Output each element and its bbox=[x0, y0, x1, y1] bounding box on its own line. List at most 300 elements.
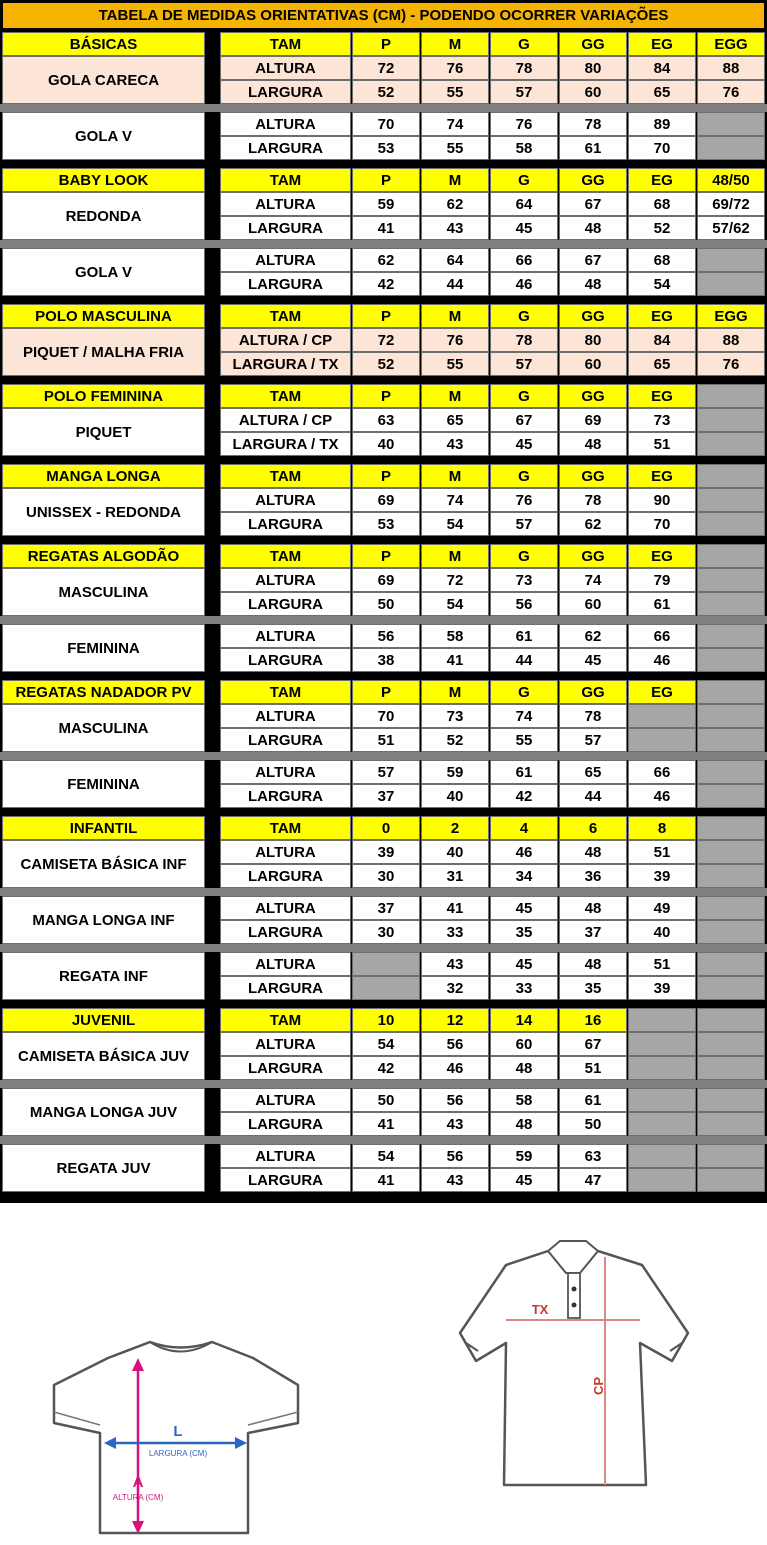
measure-value: 62 bbox=[421, 192, 489, 216]
measure-value: 37 bbox=[352, 784, 420, 808]
measure-value: 33 bbox=[421, 920, 489, 944]
empty-cell bbox=[628, 728, 696, 752]
measure-value: 50 bbox=[559, 1112, 627, 1136]
measurement-illustrations-svg bbox=[0, 1203, 767, 1540]
product-name: FEMININA bbox=[2, 624, 205, 672]
empty-cell bbox=[697, 952, 765, 976]
empty-cell bbox=[697, 1008, 765, 1032]
section-header: JUVENIL bbox=[2, 1008, 205, 1032]
measure-value: 61 bbox=[490, 624, 558, 648]
measure-value: 76 bbox=[490, 488, 558, 512]
width-caption: LARGURA (CM) bbox=[148, 1449, 208, 1458]
measure-value: 41 bbox=[421, 648, 489, 672]
measure-label: ALTURA bbox=[220, 760, 351, 784]
product-name: GOLA V bbox=[2, 112, 205, 160]
measure-label: LARGURA / TX bbox=[220, 352, 351, 376]
measure-value: 45 bbox=[559, 648, 627, 672]
measure-value: 70 bbox=[628, 136, 696, 160]
measure-value: 32 bbox=[421, 976, 489, 1000]
measure-label: ALTURA / CP bbox=[220, 408, 351, 432]
empty-cell bbox=[697, 408, 765, 432]
measure-value: 61 bbox=[628, 592, 696, 616]
measure-value: 54 bbox=[421, 512, 489, 536]
product-name: REDONDA bbox=[2, 192, 205, 240]
empty-cell bbox=[697, 816, 765, 840]
size-header: M bbox=[421, 304, 489, 328]
size-header: G bbox=[490, 384, 558, 408]
measure-value: 37 bbox=[559, 920, 627, 944]
measure-value: 45 bbox=[490, 952, 558, 976]
tshirt-illustration bbox=[54, 1342, 298, 1540]
size-header: P bbox=[352, 680, 420, 704]
measure-value: 45 bbox=[490, 896, 558, 920]
size-header: P bbox=[352, 464, 420, 488]
row-separator bbox=[0, 1080, 767, 1088]
measure-value: 55 bbox=[421, 352, 489, 376]
size-header: 10 bbox=[352, 1008, 420, 1032]
empty-cell bbox=[697, 272, 765, 296]
measure-value: 51 bbox=[352, 728, 420, 752]
measure-value: 78 bbox=[490, 56, 558, 80]
measure-value: 37 bbox=[352, 896, 420, 920]
measure-value: 57 bbox=[490, 512, 558, 536]
measure-value: 57 bbox=[559, 728, 627, 752]
measure-value: 62 bbox=[352, 248, 420, 272]
measure-value: 47 bbox=[559, 1168, 627, 1192]
row-separator bbox=[0, 240, 767, 248]
size-header: GG bbox=[559, 464, 627, 488]
empty-cell bbox=[697, 976, 765, 1000]
measure-value: 42 bbox=[490, 784, 558, 808]
size-header: M bbox=[421, 680, 489, 704]
height-letter: A bbox=[132, 1474, 144, 1491]
measure-label: ALTURA bbox=[220, 1144, 351, 1168]
measure-value: 62 bbox=[559, 512, 627, 536]
measure-value: 63 bbox=[559, 1144, 627, 1168]
measure-value: 45 bbox=[490, 216, 558, 240]
product-name: CAMISETA BÁSICA INF bbox=[2, 840, 205, 888]
measure-label: LARGURA bbox=[220, 976, 351, 1000]
size-header: 8 bbox=[628, 816, 696, 840]
measure-value: 59 bbox=[490, 1144, 558, 1168]
measure-value: 48 bbox=[559, 952, 627, 976]
size-header-label: TAM bbox=[220, 680, 351, 704]
empty-cell bbox=[697, 1032, 765, 1056]
product-name: GOLA CARECA bbox=[2, 56, 205, 104]
measure-value: 48 bbox=[490, 1056, 558, 1080]
measure-value: 35 bbox=[559, 976, 627, 1000]
measure-value: 76 bbox=[697, 80, 765, 104]
size-header: GG bbox=[559, 168, 627, 192]
measure-value: 43 bbox=[421, 1112, 489, 1136]
measure-value: 69/72 bbox=[697, 192, 765, 216]
measure-value: 67 bbox=[559, 1032, 627, 1056]
measure-value: 68 bbox=[628, 192, 696, 216]
product-name: PIQUET bbox=[2, 408, 205, 456]
measure-value: 43 bbox=[421, 952, 489, 976]
measure-value: 58 bbox=[421, 624, 489, 648]
measure-value: 46 bbox=[490, 840, 558, 864]
measure-value: 68 bbox=[628, 248, 696, 272]
measure-value: 46 bbox=[628, 648, 696, 672]
size-header: P bbox=[352, 32, 420, 56]
measure-value: 46 bbox=[490, 272, 558, 296]
measure-value: 34 bbox=[490, 864, 558, 888]
measure-value: 66 bbox=[628, 760, 696, 784]
product-name: MASCULINA bbox=[2, 704, 205, 752]
measure-value: 57/62 bbox=[697, 216, 765, 240]
measure-label: ALTURA bbox=[220, 1032, 351, 1056]
size-header: G bbox=[490, 304, 558, 328]
product-name: MANGA LONGA INF bbox=[2, 896, 205, 944]
measure-value: 52 bbox=[628, 216, 696, 240]
measure-label: LARGURA bbox=[220, 1056, 351, 1080]
measure-value: 65 bbox=[421, 408, 489, 432]
empty-cell bbox=[697, 488, 765, 512]
measure-label: LARGURA bbox=[220, 1112, 351, 1136]
measure-value: 73 bbox=[490, 568, 558, 592]
size-header-label: TAM bbox=[220, 816, 351, 840]
size-header: G bbox=[490, 680, 558, 704]
measure-label: LARGURA bbox=[220, 272, 351, 296]
measure-value: 78 bbox=[559, 488, 627, 512]
measure-value: 55 bbox=[490, 728, 558, 752]
size-header: GG bbox=[559, 384, 627, 408]
measure-label: ALTURA bbox=[220, 192, 351, 216]
measure-value: 33 bbox=[490, 976, 558, 1000]
measure-value: 42 bbox=[352, 272, 420, 296]
size-header: EG bbox=[628, 32, 696, 56]
measure-value: 76 bbox=[697, 352, 765, 376]
measure-value: 51 bbox=[628, 952, 696, 976]
measure-value: 69 bbox=[352, 568, 420, 592]
measure-value: 70 bbox=[628, 512, 696, 536]
size-header: 2 bbox=[421, 816, 489, 840]
measure-value: 42 bbox=[352, 1056, 420, 1080]
measure-value: 84 bbox=[628, 328, 696, 352]
measure-value: 40 bbox=[352, 432, 420, 456]
empty-cell bbox=[697, 760, 765, 784]
measure-value: 48 bbox=[559, 216, 627, 240]
measure-value: 51 bbox=[559, 1056, 627, 1080]
empty-cell bbox=[697, 1088, 765, 1112]
empty-cell bbox=[697, 648, 765, 672]
empty-cell bbox=[697, 1056, 765, 1080]
cp-label: CP bbox=[591, 1376, 606, 1396]
measure-value: 90 bbox=[628, 488, 696, 512]
section-header: REGATAS ALGODÃO bbox=[2, 544, 205, 568]
empty-cell bbox=[697, 248, 765, 272]
size-header: EG bbox=[628, 304, 696, 328]
measure-value: 58 bbox=[490, 136, 558, 160]
measure-value: 52 bbox=[352, 80, 420, 104]
measure-value: 76 bbox=[421, 56, 489, 80]
product-name: PIQUET / MALHA FRIA bbox=[2, 328, 205, 376]
size-header: 14 bbox=[490, 1008, 558, 1032]
measure-value: 73 bbox=[421, 704, 489, 728]
product-name: FEMININA bbox=[2, 760, 205, 808]
empty-cell bbox=[352, 976, 420, 1000]
measure-value: 38 bbox=[352, 648, 420, 672]
polo-illustration bbox=[460, 1241, 688, 1485]
empty-cell bbox=[697, 704, 765, 728]
measure-value: 36 bbox=[559, 864, 627, 888]
row-separator bbox=[0, 888, 767, 896]
measure-value: 69 bbox=[352, 488, 420, 512]
empty-cell bbox=[697, 384, 765, 408]
measure-value: 76 bbox=[421, 328, 489, 352]
measure-value: 40 bbox=[421, 840, 489, 864]
empty-cell bbox=[628, 1112, 696, 1136]
measure-label: LARGURA bbox=[220, 592, 351, 616]
measure-value: 54 bbox=[628, 272, 696, 296]
measure-value: 41 bbox=[352, 216, 420, 240]
measure-value: 30 bbox=[352, 864, 420, 888]
measure-value: 65 bbox=[628, 80, 696, 104]
size-header: 4 bbox=[490, 816, 558, 840]
size-header: G bbox=[490, 464, 558, 488]
measure-value: 56 bbox=[421, 1032, 489, 1056]
measure-value: 59 bbox=[352, 192, 420, 216]
measure-label: ALTURA / CP bbox=[220, 328, 351, 352]
measure-value: 80 bbox=[559, 56, 627, 80]
measure-value: 88 bbox=[697, 328, 765, 352]
empty-cell bbox=[697, 464, 765, 488]
measure-value: 40 bbox=[421, 784, 489, 808]
measure-label: ALTURA bbox=[220, 112, 351, 136]
section-header: POLO FEMININA bbox=[2, 384, 205, 408]
measure-value: 46 bbox=[421, 1056, 489, 1080]
row-separator bbox=[0, 616, 767, 624]
product-name: GOLA V bbox=[2, 248, 205, 296]
measure-value: 67 bbox=[559, 248, 627, 272]
empty-cell bbox=[697, 896, 765, 920]
measure-label: ALTURA bbox=[220, 568, 351, 592]
size-header-label: TAM bbox=[220, 32, 351, 56]
size-header: EG bbox=[628, 680, 696, 704]
measure-value: 84 bbox=[628, 56, 696, 80]
empty-cell bbox=[628, 1056, 696, 1080]
measure-value: 44 bbox=[490, 648, 558, 672]
product-name: CAMISETA BÁSICA JUV bbox=[2, 1032, 205, 1080]
empty-cell bbox=[352, 952, 420, 976]
measure-value: 63 bbox=[352, 408, 420, 432]
measure-value: 70 bbox=[352, 704, 420, 728]
measure-label: ALTURA bbox=[220, 56, 351, 80]
measure-value: 88 bbox=[697, 56, 765, 80]
measure-value: 43 bbox=[421, 1168, 489, 1192]
measure-label: LARGURA bbox=[220, 864, 351, 888]
size-header: M bbox=[421, 32, 489, 56]
measure-value: 51 bbox=[628, 432, 696, 456]
measure-value: 56 bbox=[421, 1144, 489, 1168]
empty-cell bbox=[628, 1088, 696, 1112]
product-name: MANGA LONGA JUV bbox=[2, 1088, 205, 1136]
size-header: P bbox=[352, 304, 420, 328]
size-header: 16 bbox=[559, 1008, 627, 1032]
measure-label: LARGURA bbox=[220, 80, 351, 104]
measure-value: 54 bbox=[352, 1144, 420, 1168]
measure-value: 35 bbox=[490, 920, 558, 944]
measure-value: 43 bbox=[421, 432, 489, 456]
measure-label: ALTURA bbox=[220, 840, 351, 864]
measure-value: 64 bbox=[421, 248, 489, 272]
empty-cell bbox=[697, 784, 765, 808]
empty-cell bbox=[628, 1144, 696, 1168]
empty-cell bbox=[697, 592, 765, 616]
size-header: 6 bbox=[559, 816, 627, 840]
measure-value: 66 bbox=[628, 624, 696, 648]
measure-value: 61 bbox=[559, 136, 627, 160]
measure-value: 67 bbox=[559, 192, 627, 216]
product-name: UNISSEX - REDONDA bbox=[2, 488, 205, 536]
empty-cell bbox=[697, 1112, 765, 1136]
size-header: EGG bbox=[697, 304, 765, 328]
empty-cell bbox=[628, 1032, 696, 1056]
measure-value: 52 bbox=[421, 728, 489, 752]
section-header: BÁSICAS bbox=[2, 32, 205, 56]
measure-label: LARGURA bbox=[220, 920, 351, 944]
size-header: GG bbox=[559, 304, 627, 328]
measure-value: 66 bbox=[490, 248, 558, 272]
measure-value: 50 bbox=[352, 1088, 420, 1112]
empty-cell bbox=[697, 680, 765, 704]
measurement-illustrations bbox=[0, 1203, 767, 1540]
measure-value: 49 bbox=[628, 896, 696, 920]
empty-cell bbox=[697, 1168, 765, 1192]
size-header: GG bbox=[559, 32, 627, 56]
size-header: P bbox=[352, 168, 420, 192]
measure-value: 41 bbox=[352, 1168, 420, 1192]
measure-label: ALTURA bbox=[220, 704, 351, 728]
section-header: REGATAS NADADOR PV bbox=[2, 680, 205, 704]
measure-value: 39 bbox=[628, 864, 696, 888]
measure-value: 57 bbox=[490, 80, 558, 104]
measure-label: LARGURA bbox=[220, 216, 351, 240]
measure-value: 39 bbox=[352, 840, 420, 864]
empty-cell bbox=[697, 568, 765, 592]
size-header: EGG bbox=[697, 32, 765, 56]
section-header: POLO MASCULINA bbox=[2, 304, 205, 328]
measure-value: 45 bbox=[490, 432, 558, 456]
measure-value: 53 bbox=[352, 512, 420, 536]
empty-cell bbox=[697, 840, 765, 864]
measure-value: 74 bbox=[490, 704, 558, 728]
size-header-label: TAM bbox=[220, 1008, 351, 1032]
measure-value: 89 bbox=[628, 112, 696, 136]
section-header: INFANTIL bbox=[2, 816, 205, 840]
size-header-label: TAM bbox=[220, 168, 351, 192]
measure-value: 69 bbox=[559, 408, 627, 432]
measure-value: 67 bbox=[490, 408, 558, 432]
measure-label: LARGURA bbox=[220, 784, 351, 808]
tx-label: TX bbox=[531, 1302, 549, 1317]
measure-value: 39 bbox=[628, 976, 696, 1000]
measure-value: 54 bbox=[421, 592, 489, 616]
measure-value: 30 bbox=[352, 920, 420, 944]
measure-value: 59 bbox=[421, 760, 489, 784]
product-name: REGATA INF bbox=[2, 952, 205, 1000]
measure-label: ALTURA bbox=[220, 488, 351, 512]
size-header: 0 bbox=[352, 816, 420, 840]
measure-value: 65 bbox=[628, 352, 696, 376]
measure-value: 78 bbox=[559, 704, 627, 728]
empty-cell bbox=[697, 136, 765, 160]
measure-value: 52 bbox=[352, 352, 420, 376]
section-header: BABY LOOK bbox=[2, 168, 205, 192]
section-header: MANGA LONGA bbox=[2, 464, 205, 488]
measure-value: 79 bbox=[628, 568, 696, 592]
measure-label: LARGURA bbox=[220, 1168, 351, 1192]
empty-cell bbox=[697, 544, 765, 568]
measure-value: 61 bbox=[559, 1088, 627, 1112]
measure-value: 60 bbox=[559, 352, 627, 376]
measure-value: 41 bbox=[352, 1112, 420, 1136]
size-header: EG bbox=[628, 168, 696, 192]
measure-value: 48 bbox=[559, 840, 627, 864]
size-header: 12 bbox=[421, 1008, 489, 1032]
size-header-label: TAM bbox=[220, 304, 351, 328]
measure-value: 76 bbox=[490, 112, 558, 136]
measure-value: 62 bbox=[559, 624, 627, 648]
measure-value: 48 bbox=[559, 432, 627, 456]
measure-value: 51 bbox=[628, 840, 696, 864]
measure-label: LARGURA bbox=[220, 136, 351, 160]
row-separator bbox=[0, 1136, 767, 1144]
measure-label: ALTURA bbox=[220, 952, 351, 976]
row-separator bbox=[0, 104, 767, 112]
size-header-label: TAM bbox=[220, 384, 351, 408]
size-header: GG bbox=[559, 544, 627, 568]
size-header: 48/50 bbox=[697, 168, 765, 192]
empty-cell bbox=[697, 512, 765, 536]
row-separator bbox=[0, 752, 767, 760]
empty-cell bbox=[628, 1008, 696, 1032]
measure-value: 72 bbox=[352, 56, 420, 80]
measure-label: LARGURA bbox=[220, 512, 351, 536]
product-name: REGATA JUV bbox=[2, 1144, 205, 1192]
measure-value: 54 bbox=[352, 1032, 420, 1056]
empty-cell bbox=[697, 112, 765, 136]
measure-value: 73 bbox=[628, 408, 696, 432]
measure-value: 53 bbox=[352, 136, 420, 160]
measure-value: 48 bbox=[559, 272, 627, 296]
measure-value: 78 bbox=[559, 112, 627, 136]
measure-value: 74 bbox=[421, 488, 489, 512]
measure-value: 56 bbox=[352, 624, 420, 648]
chart-title: TABELA DE MEDIDAS ORIENTATIVAS (CM) - PODENDO OCORRER VARIAÇÕES bbox=[2, 2, 765, 29]
size-header: M bbox=[421, 384, 489, 408]
empty-cell bbox=[697, 624, 765, 648]
measure-value: 55 bbox=[421, 80, 489, 104]
empty-cell bbox=[628, 704, 696, 728]
measure-value: 31 bbox=[421, 864, 489, 888]
measure-value: 78 bbox=[490, 328, 558, 352]
width-letter: L bbox=[173, 1423, 183, 1440]
measure-value: 46 bbox=[628, 784, 696, 808]
measure-value: 41 bbox=[421, 896, 489, 920]
measure-value: 56 bbox=[490, 592, 558, 616]
measure-value: 58 bbox=[490, 1088, 558, 1112]
measure-value: 50 bbox=[352, 592, 420, 616]
measure-value: 40 bbox=[628, 920, 696, 944]
size-header: EG bbox=[628, 384, 696, 408]
empty-cell bbox=[697, 432, 765, 456]
product-name: MASCULINA bbox=[2, 568, 205, 616]
measure-value: 56 bbox=[421, 1088, 489, 1112]
empty-cell bbox=[697, 1144, 765, 1168]
empty-cell bbox=[697, 920, 765, 944]
